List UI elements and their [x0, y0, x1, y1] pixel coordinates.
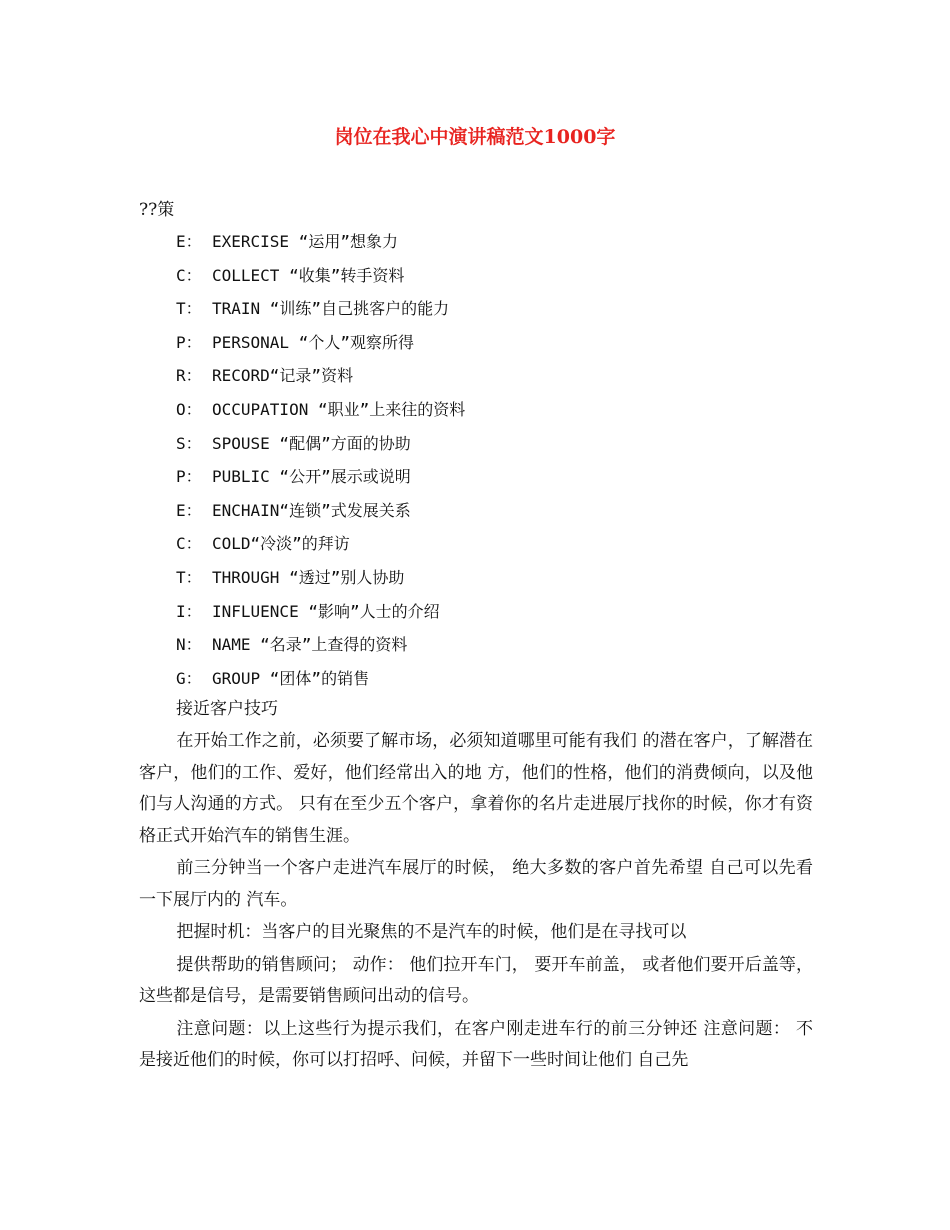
- acrostic-letter: O：: [176, 399, 202, 419]
- body-paragraph: 提供帮助的销售顾问； 动作： 他们拉开车门， 要开车前盖， 或者他们要开后盖等， 这些都是信号，是需要销售顾问出动的信号。: [139, 954, 813, 1006]
- acrostic-item: [176, 460, 465, 494]
- acrostic-item: [176, 427, 465, 461]
- acrostic-description: ENCHAIN“连锁”式发展关系: [212, 500, 411, 520]
- acrostic-item: [176, 359, 465, 393]
- acrostic-letter: R：: [176, 366, 202, 386]
- acrostic-description: OCCUPATION “职业”上来往的资料: [212, 399, 466, 419]
- acrostic-description: PUBLIC “公开”展示或说明: [212, 467, 411, 487]
- acrostic-letter: E：: [176, 500, 202, 520]
- acrostic-letter: C：: [176, 534, 202, 554]
- acrostic-description: COLLECT “收集”转手资料: [212, 265, 405, 285]
- acrostic-letter: P：: [176, 332, 202, 352]
- body-paragraph: 前三分钟当一个客户走进汽车展厅的时候， 绝大多数的客户首先希望 自己可以先看一下展厅内的 汽车。: [139, 858, 813, 910]
- acrostic-letter: C：: [176, 265, 202, 285]
- acrostic-list: [176, 225, 465, 695]
- acrostic-letter: S：: [176, 433, 202, 453]
- acrostic-item: [176, 628, 465, 662]
- acrostic-letter: P：: [176, 467, 202, 487]
- acrostic-description: RECORD“记录”资料: [212, 366, 354, 386]
- acrostic-description: THROUGH “透过”别人协助: [212, 567, 405, 587]
- acrostic-item: [176, 662, 465, 696]
- section-heading: 接近客户技巧: [176, 699, 278, 719]
- acrostic-description: SPOUSE “配偶”方面的协助: [212, 433, 411, 453]
- body-paragraph: 把握时机：当客户的目光聚焦的不是汽车的时候，他们是在寻找可以: [176, 922, 687, 942]
- acrostic-description: COLD“冷淡”的拜访: [212, 534, 350, 554]
- acrostic-description: NAME “名录”上查得的资料: [212, 635, 408, 655]
- acrostic-description: TRAIN “训练”自己挑客户的能力: [212, 299, 450, 319]
- page-title: 岗位在我心中演讲稿范文1000字: [334, 126, 616, 148]
- acrostic-item: [176, 595, 465, 629]
- acrostic-item: [176, 527, 465, 561]
- body-text: [139, 726, 813, 1078]
- acrostic-item: [176, 292, 465, 326]
- acrostic-letter: T：: [176, 567, 202, 587]
- body-paragraph: 注意问题：以上这些行为提示我们，在客户刚走进车行的前三分钟还 注意问题： 不是接近他们的时候，你可以打招呼、问候，并留下一些时间让他们 自己先: [139, 1018, 813, 1070]
- acrostic-letter: N：: [176, 635, 202, 655]
- acrostic-description: GROUP “团体”的销售: [212, 668, 370, 688]
- acrostic-item: [176, 561, 465, 595]
- acrostic-item: [176, 225, 465, 259]
- acrostic-item: [176, 393, 465, 427]
- acrostic-item: [176, 494, 465, 528]
- acrostic-letter: E：: [176, 232, 202, 251]
- acrostic-item: [176, 326, 465, 360]
- acrostic-description: EXERCISE “运用”想象力: [212, 232, 398, 251]
- intro-text: ??策: [139, 200, 175, 220]
- acrostic-letter: I：: [176, 601, 202, 621]
- acrostic-letter: G：: [176, 668, 202, 688]
- acrostic-description: INFLUENCE “影响”人士的介绍: [212, 601, 440, 621]
- acrostic-letter: T：: [176, 299, 202, 319]
- acrostic-description: PERSONAL “个人”观察所得: [212, 332, 414, 352]
- acrostic-item: [176, 259, 465, 293]
- body-paragraph: 在开始工作之前，必须要了解市场，必须知道哪里可能有我们 的潜在客户，了解潜在客户，他们的工作、爱好，他们经常出入的地 方，他们的性格，他们的消费倾向，以及他们与人沟通的方式。 只有在至少五个客户，拿着你的名片走进展厅找你的时候，你才有资 格正式开始汽车的销售生涯。: [139, 731, 813, 846]
